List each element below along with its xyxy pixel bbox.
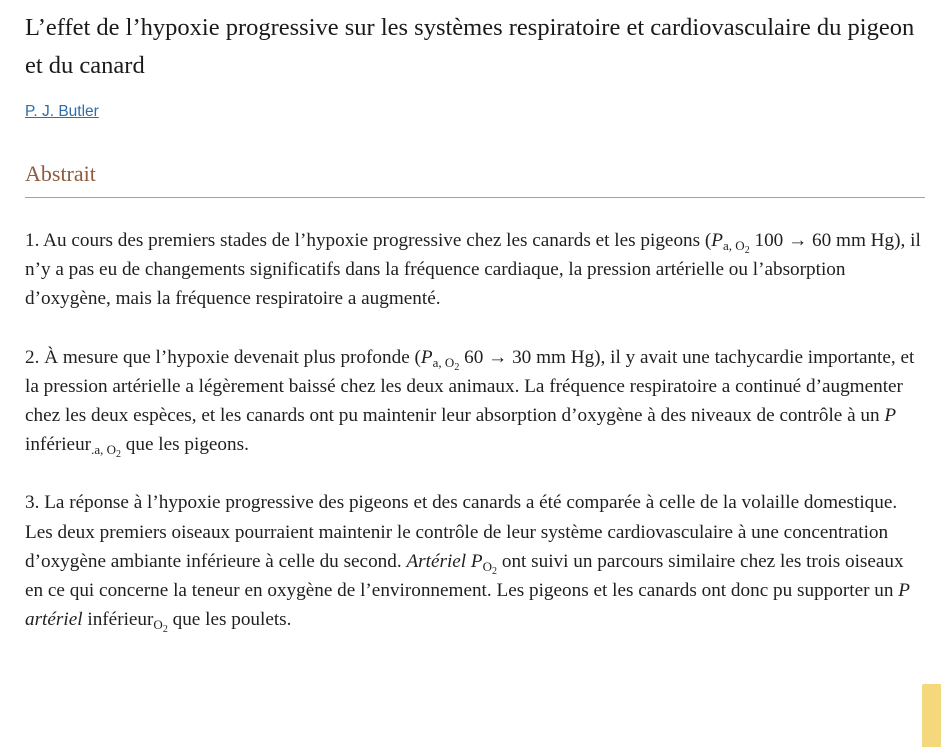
- p3-subscript-1: [482, 558, 498, 577]
- p2-text-b: 60 → 30 mm Hg), il y avait une tachycardie importante, et la pression artérielle a légèrement baissé chez les deux animaux. La fréquence respiratoire a continué d’augmenter chez les deux espèces, et les canards ont pu maintenir leur absorption d’oxygène à des niveaux de contrôle à un: [25, 346, 915, 427]
- p3-subscript-2-text: O: [153, 617, 163, 633]
- p3-text-a: 3. La réponse à l’hypoxie progressive des pigeons et des canards a été comparée à celle de la volaille domestique. Les deux premiers oiseaux pourraient maintenir le contrôle de leur système cardiovasculaire à une concentration d’oxygène ambiante inférieure à celle du second.: [25, 492, 898, 572]
- p2-symbol-p-2: P: [884, 405, 897, 427]
- abstract-paragraph-2: [25, 343, 925, 460]
- p1-text-a: 1. Au cours des premiers stades de l’hypoxie progressive chez les canards et les pigeons (: [25, 230, 712, 251]
- p2-symbol-p: P: [420, 346, 433, 368]
- p3-subscript-1-text: O: [482, 558, 493, 574]
- abstract-heading: Abstrait: [25, 161, 925, 198]
- p3-subscript-2: [153, 617, 168, 636]
- p3-italic-arteriel: Artériel P: [406, 550, 483, 572]
- p2-subscript: [432, 354, 460, 373]
- abstract-paragraph-1: [25, 226, 925, 314]
- side-tab[interactable]: [922, 684, 941, 747]
- p3-italic-p-arteriel: P artériel: [25, 580, 910, 631]
- p2-subscript-second-2: 2: [115, 449, 121, 461]
- p2-subscript-second-text: a, O: [94, 442, 116, 458]
- p2-subscript-2: 2: [454, 361, 460, 373]
- p3-text-b: ont suivi un parcours similaire chez les trois oiseaux en ce qui concerne la teneur en oxygène de l’environnement. Les pigeons et les canards ont donc pu supporter un: [25, 550, 904, 602]
- p1-text-b: 100 → 60 mm Hg), il n’y a pas eu de changements significatifs dans la fréquence cardiaque, la pression artérielle ou l’absorption d’oxygène, mais la fréquence respiratoire a augmenté.: [25, 230, 921, 310]
- p3-subscript-1-2: 2: [492, 565, 498, 577]
- author-link[interactable]: P. J. Butler: [25, 103, 99, 120]
- p1-subscript-text: a, O: [723, 238, 745, 253]
- p1-subscript-2: 2: [744, 245, 750, 256]
- p1-symbol-p: P: [711, 230, 724, 251]
- p1-subscript: [723, 238, 750, 256]
- p2-subscript-second: .a, O2: [91, 442, 121, 461]
- p2-text-d: que les pigeons.: [120, 434, 249, 456]
- abstract-paragraph-3: [25, 488, 925, 634]
- p3-text-d: que les poulets.: [167, 609, 292, 631]
- p2-text-c: inférieur: [25, 434, 92, 456]
- p2-text-a: 2. À mesure que l’hypoxie devenait plus profonde (: [25, 346, 421, 368]
- p2-subscript-text: a, O: [432, 354, 455, 370]
- p3-subscript-2-2: 2: [162, 624, 168, 636]
- author-line: [25, 103, 925, 125]
- article-title: L’effet de l’hypoxie progressive sur les systèmes respiratoire et cardiovasculaire du pigeon et du canard: [25, 14, 915, 79]
- article: [25, 9, 925, 634]
- p3-text-c: inférieur: [82, 609, 154, 631]
